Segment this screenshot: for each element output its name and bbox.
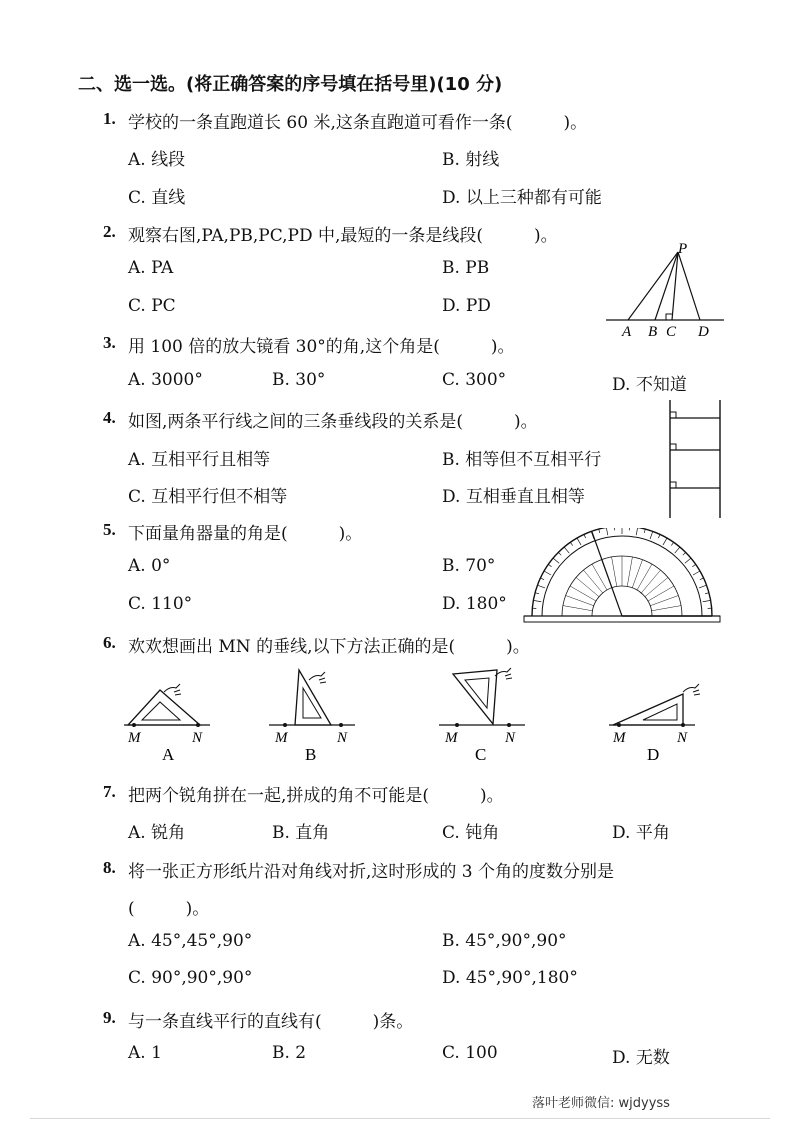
fig-6a-caption: A	[162, 745, 175, 764]
fig-6c-label-m: M	[445, 730, 458, 746]
question-9-option-d: D. 无数	[612, 1048, 670, 1068]
fig-6d-label-m: M	[613, 730, 626, 746]
fig-6b-label-m: M	[275, 730, 288, 746]
protractor-ray	[641, 570, 660, 593]
question-4-option-d: D. 互相垂直且相等	[442, 487, 585, 507]
question-9-text: 与一条直线平行的直线有( )条。	[128, 1012, 414, 1032]
question-4-number: 4.	[103, 408, 116, 427]
figure-label-c: C	[666, 324, 677, 340]
question-5-text: 下面量角器量的角是( )。	[128, 524, 363, 544]
question-6-number: 6.	[103, 633, 116, 652]
figure-perpendicular-lines	[600, 240, 730, 340]
question-3-number: 3.	[103, 333, 116, 352]
question-9-option-c: C. 100	[442, 1043, 498, 1063]
fig-6d-label-n: N	[677, 730, 688, 746]
fig-6b-label-n: N	[337, 730, 348, 746]
question-9-option-b: B. 2	[272, 1043, 307, 1063]
protractor-tick	[553, 558, 559, 563]
fig-6d-caption: D	[647, 745, 660, 764]
protractor-tick	[650, 531, 653, 539]
protractor-tick	[577, 538, 581, 545]
protractor-tick	[564, 547, 569, 553]
footer-wechat: 落叶老师微信: wjdyyss	[532, 1096, 670, 1111]
question-8-option-a: A. 45°,45°,90°	[128, 931, 253, 951]
question-8-text-cont: ( )。	[128, 899, 210, 919]
figure-6d	[605, 680, 705, 768]
protractor-ray	[563, 606, 593, 611]
question-7-text: 把两个锐角拼在一起,拼成的角不可能是( )。	[128, 786, 504, 806]
question-8-option-b: B. 45°,90°,90°	[442, 931, 567, 951]
figure-label-b: B	[648, 324, 658, 340]
section-title: 二、选一选。(将正确答案的序号填在括号里)(10 分)	[78, 74, 503, 95]
figure-6b	[265, 666, 365, 768]
question-5-option-d: D. 180°	[442, 594, 507, 614]
protractor-tick	[675, 547, 680, 553]
question-7-option-a: A. 锐角	[128, 823, 186, 843]
fig-6a-label-n: N	[192, 730, 203, 746]
figure-label-d: D	[698, 324, 709, 340]
question-5-number: 5.	[103, 520, 116, 539]
fig-6c-caption: C	[475, 745, 487, 764]
question-4-option-c: C. 互相平行但不相等	[128, 487, 288, 507]
protractor-ray	[583, 570, 602, 593]
protractor-tick	[699, 585, 707, 588]
question-5-option-c: C. 110°	[128, 594, 193, 614]
question-9-number: 9.	[103, 1008, 116, 1027]
protractor-ray	[627, 557, 632, 587]
question-4-option-a: A. 互相平行且相等	[128, 450, 271, 470]
question-7-number: 7.	[103, 782, 116, 801]
question-1-option-c: C. 直线	[128, 188, 186, 208]
question-8-option-c: C. 90°,90°,90°	[128, 968, 253, 988]
fig-6c-label-n: N	[505, 730, 516, 746]
question-2-option-d: D. PD	[442, 296, 491, 316]
question-6-text: 欢欢想画出 MN 的垂线,以下方法正确的是( )。	[128, 637, 530, 657]
figure-6a	[120, 680, 220, 768]
question-1-option-b: B. 射线	[442, 150, 500, 170]
question-1-option-d: D. 以上三种都有可能	[442, 188, 602, 208]
question-3-option-c: C. 300°	[442, 370, 507, 390]
fig-6b-caption: B	[305, 745, 317, 764]
footer-divider	[30, 1118, 770, 1119]
protractor-tick	[663, 538, 667, 545]
protractor-tick	[544, 571, 551, 575]
figure-label-p: P	[678, 241, 688, 257]
question-3-text: 用 100 倍的放大镜看 30°的角,这个角是( )。	[128, 337, 515, 357]
protractor-ray	[652, 606, 682, 611]
question-8-number: 8.	[103, 858, 116, 877]
question-9-option-a: A. 1	[128, 1043, 162, 1063]
question-4-option-b: B. 相等但不互相平行	[442, 450, 602, 470]
question-7-option-c: C. 钝角	[442, 823, 500, 843]
fig-6a-label-m: M	[128, 730, 141, 746]
figure-label-a: A	[622, 324, 632, 340]
question-2-option-b: B. PB	[442, 258, 490, 278]
protractor-tick	[636, 528, 637, 535]
question-2-option-c: C. PC	[128, 296, 176, 316]
question-8-option-d: D. 45°,90°,180°	[442, 968, 578, 988]
question-4-text: 如图,两条平行线之间的三条垂线段的关系是( )。	[128, 412, 538, 432]
protractor-tick	[533, 600, 541, 601]
figure-protractor	[520, 528, 725, 628]
question-1-text: 学校的一条直跑道长 60 米,这条直跑道可看作一条( )。	[128, 113, 588, 133]
question-8-text: 将一张正方形纸片沿对角线对折,这时形成的 3 个角的度数分别是	[128, 862, 615, 882]
question-5-option-b: B. 70°	[442, 556, 496, 576]
question-7-option-d: D. 平角	[612, 823, 670, 843]
protractor-tick	[703, 600, 711, 601]
question-3-option-d: D. 不知道	[612, 375, 687, 395]
question-5-option-a: A. 0°	[128, 556, 171, 576]
question-3-option-a: A. 3000°	[128, 370, 203, 390]
figure-6c	[435, 666, 535, 768]
question-2-option-a: A. PA	[128, 258, 174, 278]
question-1-option-a: A. 线段	[128, 150, 186, 170]
protractor-ray	[576, 577, 599, 596]
question-2-text: 观察右图,PA,PB,PC,PD 中,最短的一条是线段( )。	[128, 226, 558, 246]
protractor-tick	[693, 571, 700, 575]
question-7-option-b: B. 直角	[272, 823, 330, 843]
question-1-number: 1.	[103, 109, 116, 128]
protractor-tick	[537, 585, 545, 588]
protractor-tick	[685, 558, 691, 563]
question-2-number: 2.	[103, 222, 116, 241]
figure-parallel-lines	[660, 398, 730, 523]
protractor-ray	[612, 557, 617, 587]
protractor-tick	[606, 528, 607, 535]
question-3-option-b: B. 30°	[272, 370, 326, 390]
protractor-ray	[645, 577, 668, 596]
